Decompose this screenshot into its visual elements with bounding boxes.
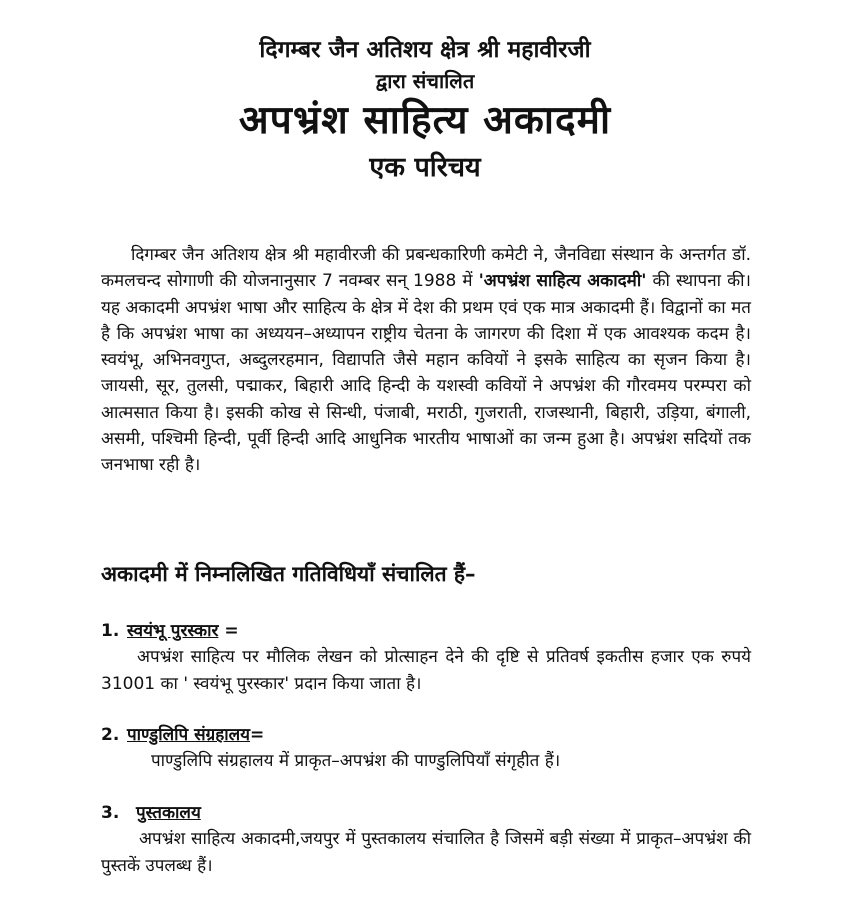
- activity-number: 3.: [101, 803, 120, 823]
- intro-paragraph: [101, 242, 751, 479]
- intro-text-part2: की स्थापना की। यह अकादमी अपभ्रंश भाषा और साहित्य के क्षेत्र में देश की प्रथम एवं एक मात्र अकादमी हैं। विद्वानों का मत है कि अपभ्रंश भाषा का अध्ययन–अध्यापन राष्ट्रीय चेतना के जागरण की दिशा में एक आवश्यक कदम है। स्वयंभू, अभिनवगुप्त, अब्दुलरहमान, विद्यापति जैसे महान कवियों ने इसके साहित्य का सृजन किया है। जायसी, सूर, तुलसी, पद्माकर, बिहारी आदि हिन्दी के यशस्वी कवियों ने अपभ्रंश की गौरवमय परम्परा को आत्मसात किया है। इसकी कोख से सिन्धी, पंजाबी, मराठी, गुजराती, राजस्थानी, बिहारी, उड़िया, बंगाली, असमी, पश्चिमी हिन्दी, पूर्वी हिन्दी आदि आधुनिक भारतीय भाषाओं का जन्म हुआ है। अपभ्रंश सदियों तक जनभाषा रही है।: [101, 271, 751, 476]
- activity-label: पुस्तकालय: [136, 803, 201, 823]
- activity-suffix: =: [250, 725, 265, 745]
- activity-suffix: =: [218, 621, 239, 641]
- activity-heading-3: [101, 800, 751, 826]
- academy-name-bold: 'अपभ्रंश साहित्य अकादमी': [478, 271, 647, 292]
- activities-heading: अकादमी में निम्नलिखित गतिविधियाँ संचालित हैं–: [101, 562, 476, 586]
- activity-number: 1.: [101, 621, 120, 641]
- activity-body-2: पाण्डुलिपि संग्रहालय में प्राकृत–अपभ्रंश की पाण्डुलिपियाँ संगृहीत हैं।: [151, 751, 561, 771]
- activity-heading-1: [101, 618, 751, 644]
- activity-body-1: अपभ्रंश साहित्य पर मौलिक लेखन को प्रोत्साहन देने की दृष्टि से प्रतिवर्ष इकतीस हजार एक रुपये 31001 का ' स्वयंभू पुरस्कार' प्रदान किया जाता है।: [101, 647, 751, 694]
- page-subtitle: एक परिचय: [369, 152, 481, 183]
- intro-text-part1: दिगम्बर जैन अतिशय क्षेत्र श्री महावीरजी की प्रबन्धकारिणी कमेटी ने, जैनविद्या संस्थान के अन्तर्गत डॉ. कमलचन्द सोगाणी की योजनानुसार 7 नवम्बर सन् 1988 में: [101, 245, 751, 292]
- managed-by-line: द्वारा संचालित: [375, 69, 475, 93]
- activity-heading-2: [101, 722, 751, 748]
- page-title: अपभ्रंश साहित्य अकादमी: [238, 98, 612, 143]
- activity-label: स्वयंभू पुरस्कार: [127, 621, 219, 641]
- activity-label: पाण्डुलिपि संग्रहालय: [127, 725, 251, 745]
- activity-body-3: अपभ्रंश साहित्य अकादमी,जयपुर में पुस्तकालय संचालित है जिसमें बड़ी संख्या में प्राकृत–अपभ्रंश की पुस्तकें उपलब्ध हैं।: [101, 829, 751, 876]
- organization-heading: दिगम्बर जैन अतिशय क्षेत्र श्री महावीरजी: [259, 37, 591, 63]
- activity-number: 2.: [101, 725, 120, 745]
